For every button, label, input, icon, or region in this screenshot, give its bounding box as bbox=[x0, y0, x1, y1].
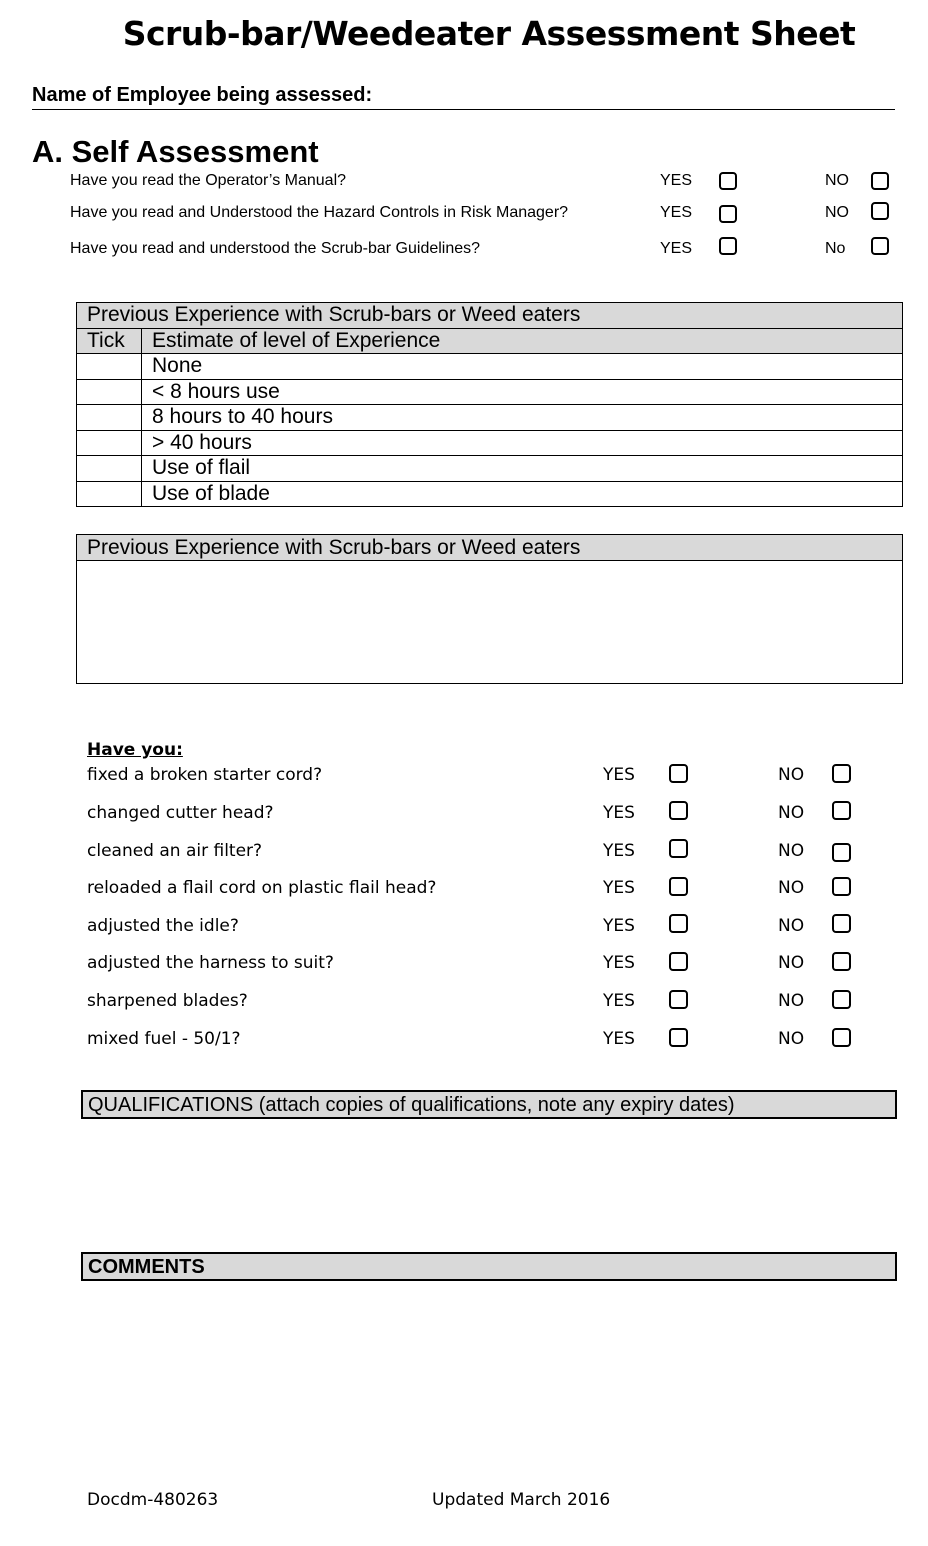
table-header-row bbox=[77, 328, 903, 354]
no-label: NO bbox=[778, 841, 805, 861]
experience-level-cell: 8 hours to 40 hours bbox=[142, 405, 903, 431]
yes-checkbox[interactable] bbox=[669, 914, 688, 933]
yes-label: YES bbox=[660, 240, 693, 257]
no-label: No bbox=[825, 240, 846, 257]
skill-question-label: cleaned an air filter? bbox=[87, 841, 263, 861]
table-row bbox=[77, 481, 903, 507]
qualifications-header: QUALIFICATIONS (attach copies of qualifications, note any expiry dates) bbox=[81, 1090, 897, 1119]
no-label: NO bbox=[778, 953, 805, 973]
self-question-label: Have you read and Understood the Hazard Controls in Risk Manager? bbox=[70, 204, 569, 221]
yes-checkbox[interactable] bbox=[669, 839, 688, 858]
no-label: NO bbox=[778, 1029, 805, 1049]
tick-cell[interactable] bbox=[77, 379, 142, 405]
experience-level-cell: > 40 hours bbox=[142, 430, 903, 456]
yes-checkbox[interactable] bbox=[669, 801, 688, 820]
comments-header: COMMENTS bbox=[81, 1252, 897, 1281]
page-title: Scrub-bar/Weedeater Assessment Sheet bbox=[122, 14, 856, 53]
yes-checkbox[interactable] bbox=[669, 990, 688, 1009]
no-checkbox[interactable] bbox=[871, 237, 889, 255]
no-checkbox[interactable] bbox=[871, 172, 889, 190]
experience-table bbox=[76, 302, 903, 507]
no-checkbox[interactable] bbox=[832, 877, 851, 896]
no-checkbox[interactable] bbox=[832, 764, 851, 783]
table-row bbox=[77, 354, 903, 380]
no-label: NO bbox=[778, 878, 805, 898]
yes-checkbox[interactable] bbox=[669, 764, 688, 783]
yes-label: YES bbox=[660, 204, 693, 221]
experience-level-cell: < 8 hours use bbox=[142, 379, 903, 405]
yes-label: YES bbox=[603, 953, 635, 973]
yes-checkbox[interactable] bbox=[669, 952, 688, 971]
yes-label: YES bbox=[603, 765, 635, 785]
tick-cell[interactable] bbox=[77, 405, 142, 431]
no-checkbox[interactable] bbox=[832, 914, 851, 933]
yes-checkbox[interactable] bbox=[719, 205, 737, 223]
skill-question-label: mixed fuel - 50/1? bbox=[87, 1029, 241, 1049]
tick-cell[interactable] bbox=[77, 481, 142, 507]
yes-checkbox[interactable] bbox=[719, 172, 737, 190]
no-checkbox[interactable] bbox=[832, 990, 851, 1009]
yes-checkbox[interactable] bbox=[669, 877, 688, 896]
skill-question-label: fixed a broken starter cord? bbox=[87, 765, 323, 785]
no-label: NO bbox=[778, 765, 805, 785]
have-you-heading: Have you: bbox=[87, 740, 183, 760]
no-label: NO bbox=[778, 803, 805, 823]
tick-cell[interactable] bbox=[77, 456, 142, 482]
table-row bbox=[77, 379, 903, 405]
tick-cell[interactable] bbox=[77, 430, 142, 456]
table-row bbox=[77, 430, 903, 456]
no-label: NO bbox=[825, 172, 849, 189]
table-row bbox=[77, 405, 903, 431]
yes-label: YES bbox=[603, 803, 635, 823]
yes-label: YES bbox=[603, 841, 635, 861]
yes-label: YES bbox=[603, 1029, 635, 1049]
self-question-label: Have you read and understood the Scrub-bar Guidelines? bbox=[70, 240, 481, 257]
table-row bbox=[77, 456, 903, 482]
yes-checkbox[interactable] bbox=[669, 1028, 688, 1047]
no-checkbox[interactable] bbox=[832, 801, 851, 820]
no-checkbox[interactable] bbox=[832, 1028, 851, 1047]
yes-label: YES bbox=[603, 878, 635, 898]
skill-question-label: adjusted the idle? bbox=[87, 916, 239, 936]
skill-question-label: sharpened blades? bbox=[87, 991, 248, 1011]
experience-level-cell: None bbox=[142, 354, 903, 380]
experience-table-title: Previous Experience with Scrub-bars or Weed eaters bbox=[77, 303, 903, 329]
experience-level-cell: Use of flail bbox=[142, 456, 903, 482]
skill-question-label: changed cutter head? bbox=[87, 803, 274, 823]
section-a-heading: A. Self Assessment bbox=[32, 134, 319, 169]
yes-label: YES bbox=[660, 172, 693, 189]
no-label: NO bbox=[825, 204, 849, 221]
tick-cell[interactable] bbox=[77, 354, 142, 380]
skill-question-label: reloaded a flail cord on plastic flail head? bbox=[87, 878, 437, 898]
experience-box-title: Previous Experience with Scrub-bars or Weed eaters bbox=[76, 534, 903, 561]
tick-column-header: Tick bbox=[77, 328, 142, 354]
updated-date: Updated March 2016 bbox=[432, 1490, 611, 1510]
level-column-header: Estimate of level of Experience bbox=[142, 328, 903, 354]
skill-question-label: adjusted the harness to suit? bbox=[87, 953, 334, 973]
table-title-row bbox=[77, 303, 903, 329]
no-checkbox[interactable] bbox=[832, 843, 851, 862]
yes-label: YES bbox=[603, 991, 635, 1011]
employee-name-label: Name of Employee being assessed: bbox=[32, 84, 373, 106]
yes-label: YES bbox=[603, 916, 635, 936]
yes-checkbox[interactable] bbox=[719, 237, 737, 255]
document-id: Docdm-480263 bbox=[87, 1490, 219, 1510]
no-checkbox[interactable] bbox=[871, 202, 889, 220]
experience-level-cell: Use of blade bbox=[142, 481, 903, 507]
self-question-label: Have you read the Operator’s Manual? bbox=[70, 172, 347, 189]
no-label: NO bbox=[778, 991, 805, 1011]
no-label: NO bbox=[778, 916, 805, 936]
employee-name-field[interactable] bbox=[32, 109, 895, 110]
no-checkbox[interactable] bbox=[832, 952, 851, 971]
